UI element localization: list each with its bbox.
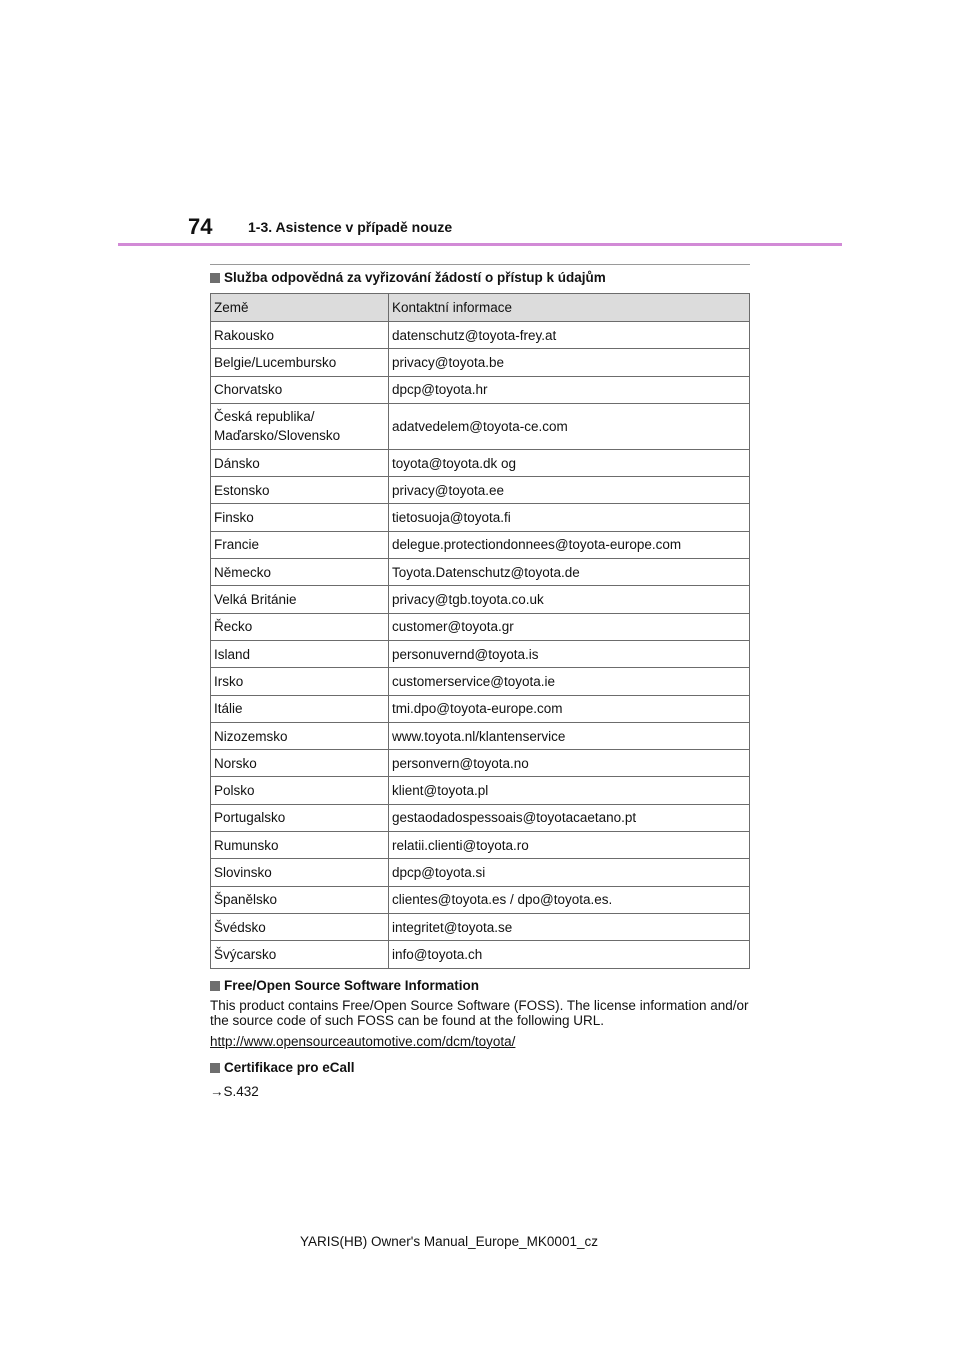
table-row	[211, 349, 750, 376]
contact-cell: personuvernd@toyota.is	[389, 640, 750, 667]
table-row	[211, 640, 750, 667]
contact-cell: Toyota.Datenschutz@toyota.de	[389, 559, 750, 586]
column-header-country: Země	[211, 294, 389, 322]
contact-cell: clientes@toyota.es / dpo@toyota.es.	[389, 886, 750, 913]
contact-cell: adatvedelem@toyota-ce.com	[389, 403, 750, 449]
contact-cell: integritet@toyota.se	[389, 913, 750, 940]
column-header-contact: Kontaktní informace	[389, 294, 750, 322]
table-row	[211, 886, 750, 913]
country-cell: Švédsko	[211, 913, 389, 940]
table-row	[211, 750, 750, 777]
manual-footer: YARIS(HB) Owner's Manual_Europe_MK0001_cz	[300, 1234, 598, 1249]
country-cell: Švýcarsko	[211, 941, 389, 968]
contact-cell: dpcp@toyota.si	[389, 859, 750, 886]
contact-cell: www.toyota.nl/klantenservice	[389, 722, 750, 749]
table-row	[211, 559, 750, 586]
country-cell: Dánsko	[211, 449, 389, 476]
table-row	[211, 403, 750, 449]
country-cell: Německo	[211, 559, 389, 586]
country-cell: Slovinsko	[211, 859, 389, 886]
header-divider	[118, 243, 842, 246]
table-row	[211, 531, 750, 558]
contact-cell: personvern@toyota.no	[389, 750, 750, 777]
square-bullet-icon	[210, 273, 220, 283]
table-row	[211, 859, 750, 886]
country-cell: Estonsko	[211, 477, 389, 504]
contact-cell: toyota@toyota.dk og	[389, 449, 750, 476]
table-row	[211, 941, 750, 968]
table-row	[211, 695, 750, 722]
table-row	[211, 449, 750, 476]
section-heading-text: Free/Open Source Software Information	[224, 977, 480, 993]
country-cell: Itálie	[211, 695, 389, 722]
table-row	[211, 322, 750, 349]
table-row	[211, 586, 750, 613]
section-divider	[210, 264, 750, 265]
table-row	[211, 613, 750, 640]
square-bullet-icon	[210, 981, 220, 991]
section-heading-ecall	[210, 1059, 750, 1077]
table-row	[211, 722, 750, 749]
section-heading-text: Certifikace pro eCall	[224, 1059, 355, 1075]
country-cell: Nizozemsko	[211, 722, 389, 749]
contact-cell: customer@toyota.gr	[389, 613, 750, 640]
country-cell: Irsko	[211, 668, 389, 695]
country-cell: Portugalsko	[211, 804, 389, 831]
square-bullet-icon	[210, 1063, 220, 1073]
country-cell: Finsko	[211, 504, 389, 531]
contact-cell: customerservice@toyota.ie	[389, 668, 750, 695]
country-cell: Norsko	[211, 750, 389, 777]
table-row	[211, 504, 750, 531]
table-body	[211, 322, 750, 969]
contact-table	[210, 293, 750, 969]
table-row	[211, 913, 750, 940]
foss-paragraph: This product contains Free/Open Source Software (FOSS). The license information and/or the source code of such FOSS can be found at the following URL.	[210, 997, 749, 1028]
table-row	[211, 477, 750, 504]
country-cell: Rumunsko	[211, 832, 389, 859]
country-cell: Belgie/Lucembursko	[211, 349, 389, 376]
foss-url-link[interactable]: http://www.opensourceautomotive.com/dcm/toyota/	[210, 1033, 516, 1049]
contact-cell: tmi.dpo@toyota-europe.com	[389, 695, 750, 722]
contact-cell: privacy@toyota.ee	[389, 477, 750, 504]
section-title: 1-3. Asistence v případě nouze	[248, 219, 453, 235]
section-heading-foss	[210, 977, 750, 995]
section-heading-text: Služba odpovědná za vyřizování žádostí o přístup k údajům	[224, 270, 606, 285]
table-row	[211, 832, 750, 859]
country-cell: Řecko	[211, 613, 389, 640]
contact-cell: privacy@toyota.be	[389, 349, 750, 376]
country-cell: Rakousko	[211, 322, 389, 349]
country-cell: Španělsko	[211, 886, 389, 913]
table-row	[211, 804, 750, 831]
contact-cell: relatii.clienti@toyota.ro	[389, 832, 750, 859]
contact-cell: gestaodadospessoais@toyotacaetano.pt	[389, 804, 750, 831]
contact-cell: info@toyota.ch	[389, 941, 750, 968]
country-cell: Česká republika/ Maďarsko/Slovensko	[211, 403, 389, 449]
contact-cell: dpcp@toyota.hr	[389, 376, 750, 403]
country-cell: Island	[211, 640, 389, 667]
page-reference: →S.432	[210, 1083, 259, 1099]
country-cell: Francie	[211, 531, 389, 558]
table-row	[211, 376, 750, 403]
section-heading-data-access	[210, 269, 750, 287]
country-cell: Polsko	[211, 777, 389, 804]
table-row	[211, 777, 750, 804]
table-row	[211, 668, 750, 695]
country-cell: Velká Británie	[211, 586, 389, 613]
contact-cell: datenschutz@toyota-frey.at	[389, 322, 750, 349]
table-header-row	[211, 294, 750, 322]
contact-cell: privacy@tgb.toyota.co.uk	[389, 586, 750, 613]
contact-cell: tietosuoja@toyota.fi	[389, 504, 750, 531]
contact-cell: klient@toyota.pl	[389, 777, 750, 804]
contact-cell: delegue.protectiondonnees@toyota-europe.com	[389, 531, 750, 558]
country-cell: Chorvatsko	[211, 376, 389, 403]
page-content	[210, 264, 750, 1099]
page-number: 74	[188, 214, 213, 239]
